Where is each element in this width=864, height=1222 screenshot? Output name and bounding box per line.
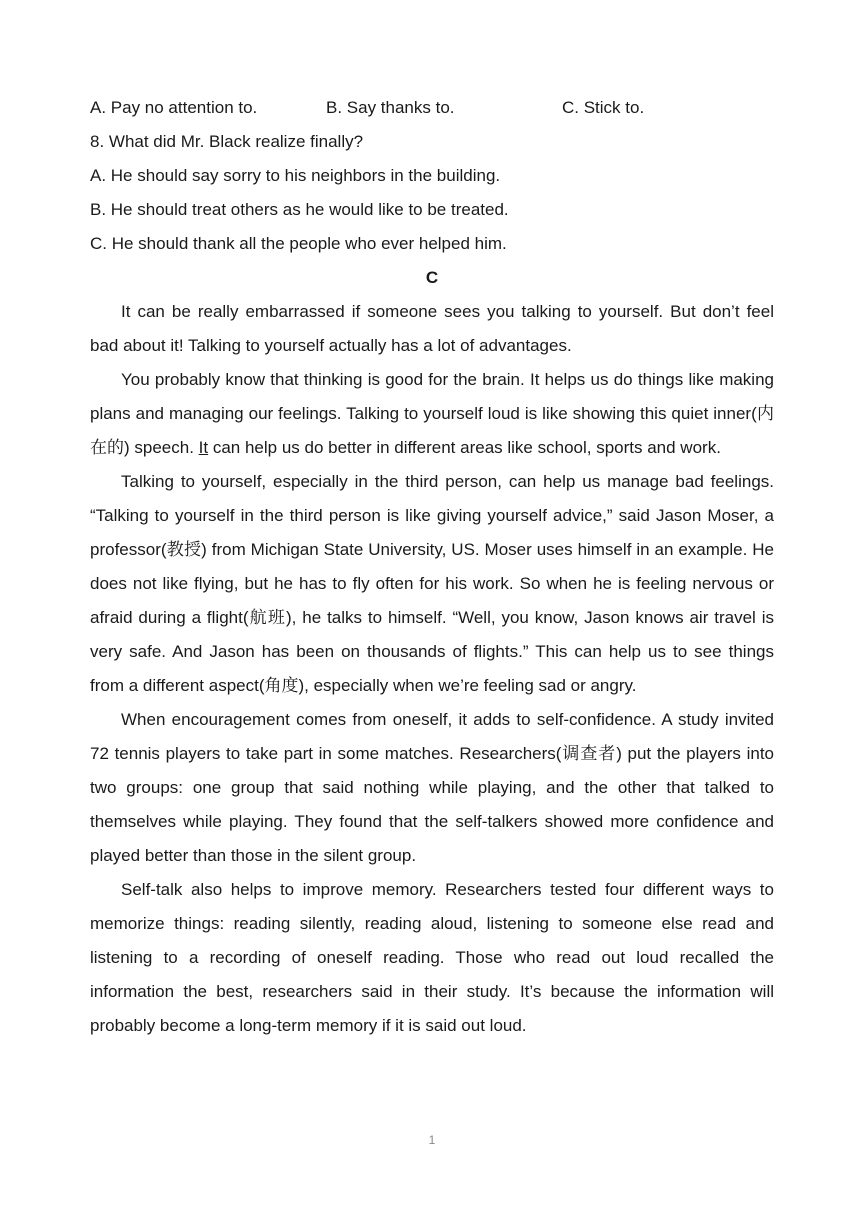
question-8: 8. What did Mr. Black realize finally? (90, 132, 364, 151)
q7-option-a: A. Pay no attention to. (90, 98, 258, 117)
passage-paragraph-1: It can be really embarrassed if someone sees you talking to yourself. But don’t feel bad about it! Talking to yourself actually has a lot of advantages. (90, 302, 774, 355)
section-c-heading: C (425, 268, 439, 287)
page-number: 1 (428, 1133, 436, 1147)
document-page (90, 91, 774, 1043)
passage-paragraph-5: Self-talk also helps to improve memory. Researchers tested four different ways to memorize things: reading silently, reading aloud, listening to someone else read and listening to a recording of oneself reading. Those who read out loud recalled the information the best, researchers said in their study. It’s because the information will probably become a long-term memory if it is said out loud. (90, 880, 774, 1035)
p2-text-before: You probably know that thinking is good for the brain. It helps us do things like making plans and managing our feelings. Talking to yourself loud is like showing this quiet inner(内在的) speech. (90, 370, 774, 457)
q8-option-a: A. He should say sorry to his neighbors in the building. (90, 166, 501, 185)
q7-option-b: B. Say thanks to. (326, 98, 455, 117)
q7-option-c: C. Stick to. (562, 98, 645, 117)
passage-paragraph-2 (90, 363, 774, 465)
underlined-word-it: It (198, 438, 209, 457)
q8-option-c: C. He should thank all the people who ever helped him. (90, 234, 507, 253)
q8-option-b: B. He should treat others as he would like to be treated. (90, 200, 509, 219)
p2-text-after: can help us do better in different areas like school, sports and work. (208, 438, 721, 457)
passage-paragraph-3: Talking to yourself, especially in the third person, can help us manage bad feelings. “Talking to yourself in the third person is like giving yourself advice,” said Jason Moser, a professor(教授) from Michigan State University, US. Moser uses himself in an example. He does not like flying, but he has to fly often for his work. So when he is feeling nervous or afraid during a flight(航班), he talks to himself. “Well, you know, Jason knows air travel is very safe. And Jason has been on thousands of flights.” This can help us to see things from a different aspect(角度), especially when we’re feeling sad or angry. (90, 472, 774, 695)
question-7-options (90, 91, 774, 125)
passage-paragraph-4: When encouragement comes from oneself, it adds to self-confidence. A study invited 72 tennis players to take part in some matches. Researchers(调查者) put the players into two groups: one group that said nothing while playing, and the other that talked to themselves while playing. They found that the self-talkers showed more confidence and played better than those in the silent group. (90, 710, 774, 865)
